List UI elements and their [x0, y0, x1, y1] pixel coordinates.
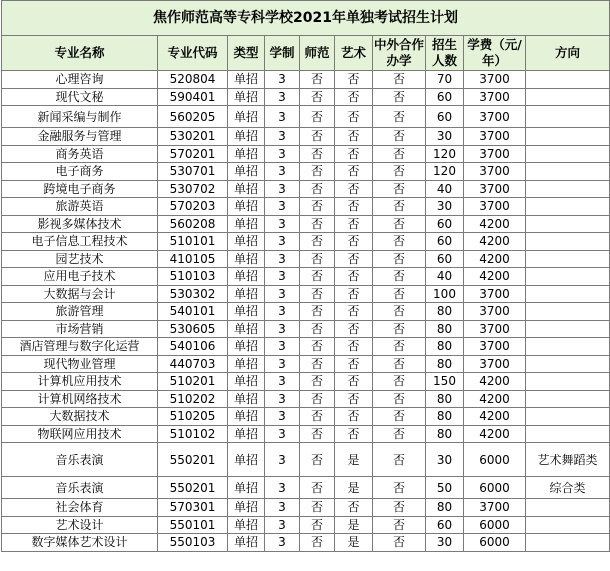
cell-years: 3 — [265, 320, 300, 338]
header-years: 学制 — [265, 36, 300, 71]
table-row — [2, 320, 610, 338]
cell-count: 60 — [426, 215, 464, 233]
cell-direction — [526, 499, 610, 517]
cell-normal: 否 — [300, 180, 335, 198]
cell-years: 3 — [265, 303, 300, 321]
cell-name: 旅游英语 — [2, 198, 158, 216]
cell-count: 100 — [426, 285, 464, 303]
cell-years: 3 — [265, 499, 300, 517]
cell-name: 园艺技术 — [2, 250, 158, 268]
cell-years: 3 — [265, 268, 300, 286]
cell-direction — [526, 268, 610, 286]
cell-fee: 3700 — [464, 145, 526, 163]
cell-art: 否 — [335, 268, 373, 286]
cell-type: 单招 — [228, 516, 265, 534]
table-row — [2, 534, 610, 552]
cell-type: 单招 — [228, 128, 265, 146]
cell-code: 570201 — [158, 145, 228, 163]
table-row — [2, 338, 610, 356]
cell-years: 3 — [265, 250, 300, 268]
cell-direction — [526, 338, 610, 356]
table-row — [2, 268, 610, 286]
cell-direction: 综合类 — [526, 477, 610, 499]
cell-count: 150 — [426, 373, 464, 391]
table-row — [2, 233, 610, 251]
cell-name: 音乐表演 — [2, 477, 158, 499]
cell-years: 3 — [265, 145, 300, 163]
cell-fee: 3700 — [464, 320, 526, 338]
cell-normal: 否 — [300, 408, 335, 426]
cell-code: 570203 — [158, 198, 228, 216]
cell-type: 单招 — [228, 425, 265, 443]
table-row — [2, 250, 610, 268]
cell-type: 单招 — [228, 373, 265, 391]
cell-years: 3 — [265, 198, 300, 216]
cell-years: 3 — [265, 390, 300, 408]
cell-years: 3 — [265, 180, 300, 198]
cell-type: 单招 — [228, 71, 265, 89]
cell-direction — [526, 373, 610, 391]
cell-direction — [526, 534, 610, 552]
cell-code: 510103 — [158, 268, 228, 286]
cell-direction — [526, 233, 610, 251]
cell-art: 否 — [335, 163, 373, 181]
header-name: 专业名称 — [2, 36, 158, 71]
cell-direction — [526, 303, 610, 321]
cell-normal: 否 — [300, 355, 335, 373]
cell-type: 单招 — [228, 320, 265, 338]
cell-coop: 否 — [373, 534, 426, 552]
cell-type: 单招 — [228, 163, 265, 181]
table-row — [2, 145, 610, 163]
cell-art: 否 — [335, 250, 373, 268]
cell-code: 510101 — [158, 233, 228, 251]
cell-art: 否 — [335, 338, 373, 356]
cell-fee: 6000 — [464, 443, 526, 477]
cell-art: 否 — [335, 425, 373, 443]
cell-direction — [526, 88, 610, 106]
table-row — [2, 198, 610, 216]
header-normal: 师范 — [300, 36, 335, 71]
cell-name: 现代物业管理 — [2, 355, 158, 373]
cell-name: 跨境电子商务 — [2, 180, 158, 198]
table-title: 焦作师范高等专科学校2021年单独考试招生计划 — [2, 1, 610, 36]
cell-normal: 否 — [300, 106, 335, 128]
cell-code: 550103 — [158, 534, 228, 552]
cell-normal: 否 — [300, 303, 335, 321]
cell-coop: 否 — [373, 268, 426, 286]
cell-art: 否 — [335, 145, 373, 163]
cell-name: 数字媒体艺术设计 — [2, 534, 158, 552]
cell-years: 3 — [265, 71, 300, 89]
cell-coop: 否 — [373, 163, 426, 181]
table-row — [2, 180, 610, 198]
cell-type: 单招 — [228, 443, 265, 477]
cell-fee: 4200 — [464, 408, 526, 426]
cell-art: 否 — [335, 215, 373, 233]
cell-direction — [526, 128, 610, 146]
cell-fee: 6000 — [464, 534, 526, 552]
cell-direction — [526, 250, 610, 268]
cell-code: 510201 — [158, 373, 228, 391]
cell-coop: 否 — [373, 443, 426, 477]
table-body — [2, 71, 610, 552]
cell-count: 80 — [426, 355, 464, 373]
cell-coop: 否 — [373, 233, 426, 251]
cell-code: 540101 — [158, 303, 228, 321]
cell-direction — [526, 215, 610, 233]
cell-code: 530605 — [158, 320, 228, 338]
cell-art: 否 — [335, 233, 373, 251]
cell-code: 550201 — [158, 477, 228, 499]
cell-type: 单招 — [228, 534, 265, 552]
cell-direction — [526, 145, 610, 163]
cell-name: 电子信息工程技术 — [2, 233, 158, 251]
cell-fee: 3700 — [464, 163, 526, 181]
cell-normal: 否 — [300, 163, 335, 181]
cell-coop: 否 — [373, 180, 426, 198]
table-row — [2, 355, 610, 373]
cell-coop: 否 — [373, 198, 426, 216]
cell-name: 社会体育 — [2, 499, 158, 517]
header-type: 类型 — [228, 36, 265, 71]
cell-coop: 否 — [373, 516, 426, 534]
cell-direction — [526, 163, 610, 181]
cell-type: 单招 — [228, 408, 265, 426]
cell-years: 3 — [265, 408, 300, 426]
cell-direction — [526, 106, 610, 128]
cell-type: 单招 — [228, 268, 265, 286]
cell-years: 3 — [265, 534, 300, 552]
cell-name: 市场营销 — [2, 320, 158, 338]
cell-code: 550201 — [158, 443, 228, 477]
cell-type: 单招 — [228, 499, 265, 517]
cell-direction — [526, 180, 610, 198]
enrollment-table — [1, 0, 610, 552]
cell-art: 否 — [335, 390, 373, 408]
cell-direction: 艺术舞蹈类 — [526, 443, 610, 477]
cell-coop: 否 — [373, 355, 426, 373]
cell-normal: 否 — [300, 71, 335, 89]
cell-coop: 否 — [373, 215, 426, 233]
cell-coop: 否 — [373, 477, 426, 499]
cell-coop: 否 — [373, 425, 426, 443]
cell-direction — [526, 355, 610, 373]
cell-coop: 否 — [373, 408, 426, 426]
table-row — [2, 163, 610, 181]
cell-code: 510102 — [158, 425, 228, 443]
cell-direction — [526, 320, 610, 338]
table-row — [2, 215, 610, 233]
table-row — [2, 88, 610, 106]
cell-count: 60 — [426, 516, 464, 534]
cell-art: 否 — [335, 285, 373, 303]
cell-type: 单招 — [228, 338, 265, 356]
cell-coop: 否 — [373, 88, 426, 106]
cell-type: 单招 — [228, 88, 265, 106]
cell-normal: 否 — [300, 534, 335, 552]
cell-art: 否 — [335, 88, 373, 106]
cell-coop: 否 — [373, 145, 426, 163]
cell-fee: 3700 — [464, 303, 526, 321]
header-art: 艺术 — [335, 36, 373, 71]
cell-type: 单招 — [228, 285, 265, 303]
cell-normal: 否 — [300, 285, 335, 303]
cell-name: 新闻采编与制作 — [2, 106, 158, 128]
cell-years: 3 — [265, 163, 300, 181]
cell-normal: 否 — [300, 338, 335, 356]
header-code: 专业代码 — [158, 36, 228, 71]
cell-coop: 否 — [373, 128, 426, 146]
table-row — [2, 285, 610, 303]
header-count: 招生人数 — [426, 36, 464, 71]
cell-count: 80 — [426, 303, 464, 321]
cell-coop: 否 — [373, 285, 426, 303]
cell-code: 590401 — [158, 88, 228, 106]
cell-fee: 3700 — [464, 106, 526, 128]
cell-normal: 否 — [300, 268, 335, 286]
cell-type: 单招 — [228, 233, 265, 251]
cell-count: 60 — [426, 233, 464, 251]
cell-normal: 否 — [300, 499, 335, 517]
cell-art: 是 — [335, 516, 373, 534]
cell-art: 是 — [335, 534, 373, 552]
cell-years: 3 — [265, 355, 300, 373]
cell-type: 单招 — [228, 145, 265, 163]
cell-code: 510205 — [158, 408, 228, 426]
cell-name: 计算机应用技术 — [2, 373, 158, 391]
cell-fee: 3700 — [464, 198, 526, 216]
cell-fee: 3700 — [464, 128, 526, 146]
table-row — [2, 499, 610, 517]
cell-fee: 3700 — [464, 285, 526, 303]
cell-fee: 4200 — [464, 215, 526, 233]
cell-count: 80 — [426, 408, 464, 426]
cell-name: 大数据技术 — [2, 408, 158, 426]
table-row — [2, 443, 610, 477]
cell-art: 否 — [335, 320, 373, 338]
cell-coop: 否 — [373, 71, 426, 89]
cell-name: 电子商务 — [2, 163, 158, 181]
cell-name: 影视多媒体技术 — [2, 215, 158, 233]
cell-type: 单招 — [228, 303, 265, 321]
cell-fee: 6000 — [464, 516, 526, 534]
cell-normal: 否 — [300, 373, 335, 391]
table-row — [2, 408, 610, 426]
cell-type: 单招 — [228, 477, 265, 499]
header-direction: 方向 — [526, 36, 610, 71]
cell-name: 现代文秘 — [2, 88, 158, 106]
cell-art: 否 — [335, 303, 373, 321]
cell-name: 应用电子技术 — [2, 268, 158, 286]
cell-coop: 否 — [373, 303, 426, 321]
cell-code: 530701 — [158, 163, 228, 181]
cell-name: 物联网应用技术 — [2, 425, 158, 443]
cell-code: 570301 — [158, 499, 228, 517]
cell-normal: 否 — [300, 88, 335, 106]
cell-fee: 3700 — [464, 180, 526, 198]
cell-fee: 3700 — [464, 71, 526, 89]
cell-type: 单招 — [228, 106, 265, 128]
cell-type: 单招 — [228, 355, 265, 373]
cell-years: 3 — [265, 88, 300, 106]
cell-normal: 否 — [300, 516, 335, 534]
cell-years: 3 — [265, 106, 300, 128]
cell-fee: 3700 — [464, 88, 526, 106]
cell-years: 3 — [265, 215, 300, 233]
cell-normal: 否 — [300, 128, 335, 146]
table-row — [2, 106, 610, 128]
cell-coop: 否 — [373, 373, 426, 391]
cell-code: 530302 — [158, 285, 228, 303]
cell-art: 否 — [335, 198, 373, 216]
cell-art: 否 — [335, 180, 373, 198]
cell-type: 单招 — [228, 180, 265, 198]
cell-coop: 否 — [373, 106, 426, 128]
cell-fee: 4200 — [464, 390, 526, 408]
cell-code: 550101 — [158, 516, 228, 534]
table-row — [2, 303, 610, 321]
cell-normal: 否 — [300, 477, 335, 499]
cell-art: 是 — [335, 443, 373, 477]
cell-count: 70 — [426, 71, 464, 89]
cell-direction — [526, 390, 610, 408]
cell-name: 旅游管理 — [2, 303, 158, 321]
cell-name: 商务英语 — [2, 145, 158, 163]
cell-name: 艺术设计 — [2, 516, 158, 534]
cell-count: 30 — [426, 128, 464, 146]
cell-count: 40 — [426, 180, 464, 198]
cell-art: 否 — [335, 128, 373, 146]
cell-name: 计算机网络技术 — [2, 390, 158, 408]
cell-art: 否 — [335, 355, 373, 373]
cell-normal: 否 — [300, 443, 335, 477]
cell-code: 560205 — [158, 106, 228, 128]
cell-count: 120 — [426, 163, 464, 181]
cell-normal: 否 — [300, 233, 335, 251]
cell-coop: 否 — [373, 390, 426, 408]
cell-code: 540106 — [158, 338, 228, 356]
cell-count: 40 — [426, 268, 464, 286]
cell-code: 510202 — [158, 390, 228, 408]
cell-name: 酒店管理与数字化运营 — [2, 338, 158, 356]
cell-code: 440703 — [158, 355, 228, 373]
cell-art: 是 — [335, 477, 373, 499]
cell-fee: 6000 — [464, 477, 526, 499]
cell-count: 60 — [426, 88, 464, 106]
table-row — [2, 128, 610, 146]
cell-count: 80 — [426, 390, 464, 408]
cell-years: 3 — [265, 425, 300, 443]
cell-normal: 否 — [300, 198, 335, 216]
cell-years: 3 — [265, 516, 300, 534]
cell-normal: 否 — [300, 215, 335, 233]
cell-count: 30 — [426, 534, 464, 552]
table-row — [2, 390, 610, 408]
cell-direction — [526, 516, 610, 534]
table-row — [2, 71, 610, 89]
cell-type: 单招 — [228, 390, 265, 408]
cell-name: 金融服务与管理 — [2, 128, 158, 146]
cell-normal: 否 — [300, 425, 335, 443]
cell-years: 3 — [265, 477, 300, 499]
cell-count: 30 — [426, 443, 464, 477]
cell-code: 410105 — [158, 250, 228, 268]
cell-years: 3 — [265, 128, 300, 146]
cell-art: 否 — [335, 373, 373, 391]
cell-fee: 3700 — [464, 499, 526, 517]
cell-count: 30 — [426, 198, 464, 216]
cell-count: 80 — [426, 338, 464, 356]
cell-direction — [526, 408, 610, 426]
header-fee: 学费（元/年） — [464, 36, 526, 71]
cell-normal: 否 — [300, 250, 335, 268]
cell-count: 60 — [426, 250, 464, 268]
cell-years: 3 — [265, 285, 300, 303]
cell-count: 60 — [426, 106, 464, 128]
table-row — [2, 373, 610, 391]
cell-fee: 4200 — [464, 233, 526, 251]
table-row — [2, 516, 610, 534]
cell-fee: 4200 — [464, 373, 526, 391]
cell-fee: 4200 — [464, 425, 526, 443]
table-row — [2, 425, 610, 443]
cell-direction — [526, 285, 610, 303]
cell-years: 3 — [265, 373, 300, 391]
cell-years: 3 — [265, 443, 300, 477]
cell-fee: 3700 — [464, 338, 526, 356]
cell-count: 120 — [426, 145, 464, 163]
cell-fee: 4200 — [464, 250, 526, 268]
cell-name: 大数据与会计 — [2, 285, 158, 303]
cell-name: 心理咨询 — [2, 71, 158, 89]
cell-normal: 否 — [300, 320, 335, 338]
cell-type: 单招 — [228, 250, 265, 268]
cell-fee: 4200 — [464, 268, 526, 286]
cell-art: 否 — [335, 106, 373, 128]
cell-art: 否 — [335, 71, 373, 89]
cell-code: 530702 — [158, 180, 228, 198]
cell-direction — [526, 198, 610, 216]
cell-code: 560208 — [158, 215, 228, 233]
cell-direction — [526, 71, 610, 89]
cell-code: 530201 — [158, 128, 228, 146]
cell-years: 3 — [265, 338, 300, 356]
cell-count: 80 — [426, 425, 464, 443]
cell-years: 3 — [265, 233, 300, 251]
cell-normal: 否 — [300, 390, 335, 408]
table-row — [2, 477, 610, 499]
cell-coop: 否 — [373, 250, 426, 268]
cell-count: 80 — [426, 320, 464, 338]
cell-art: 否 — [335, 408, 373, 426]
cell-count: 50 — [426, 477, 464, 499]
header-coop: 中外合作办学 — [373, 36, 426, 71]
cell-normal: 否 — [300, 145, 335, 163]
cell-fee: 3700 — [464, 355, 526, 373]
cell-count: 80 — [426, 499, 464, 517]
cell-coop: 否 — [373, 320, 426, 338]
cell-coop: 否 — [373, 499, 426, 517]
cell-art: 否 — [335, 499, 373, 517]
cell-direction — [526, 425, 610, 443]
cell-type: 单招 — [228, 198, 265, 216]
cell-code: 520804 — [158, 71, 228, 89]
cell-coop: 否 — [373, 338, 426, 356]
cell-type: 单招 — [228, 215, 265, 233]
cell-name: 音乐表演 — [2, 443, 158, 477]
